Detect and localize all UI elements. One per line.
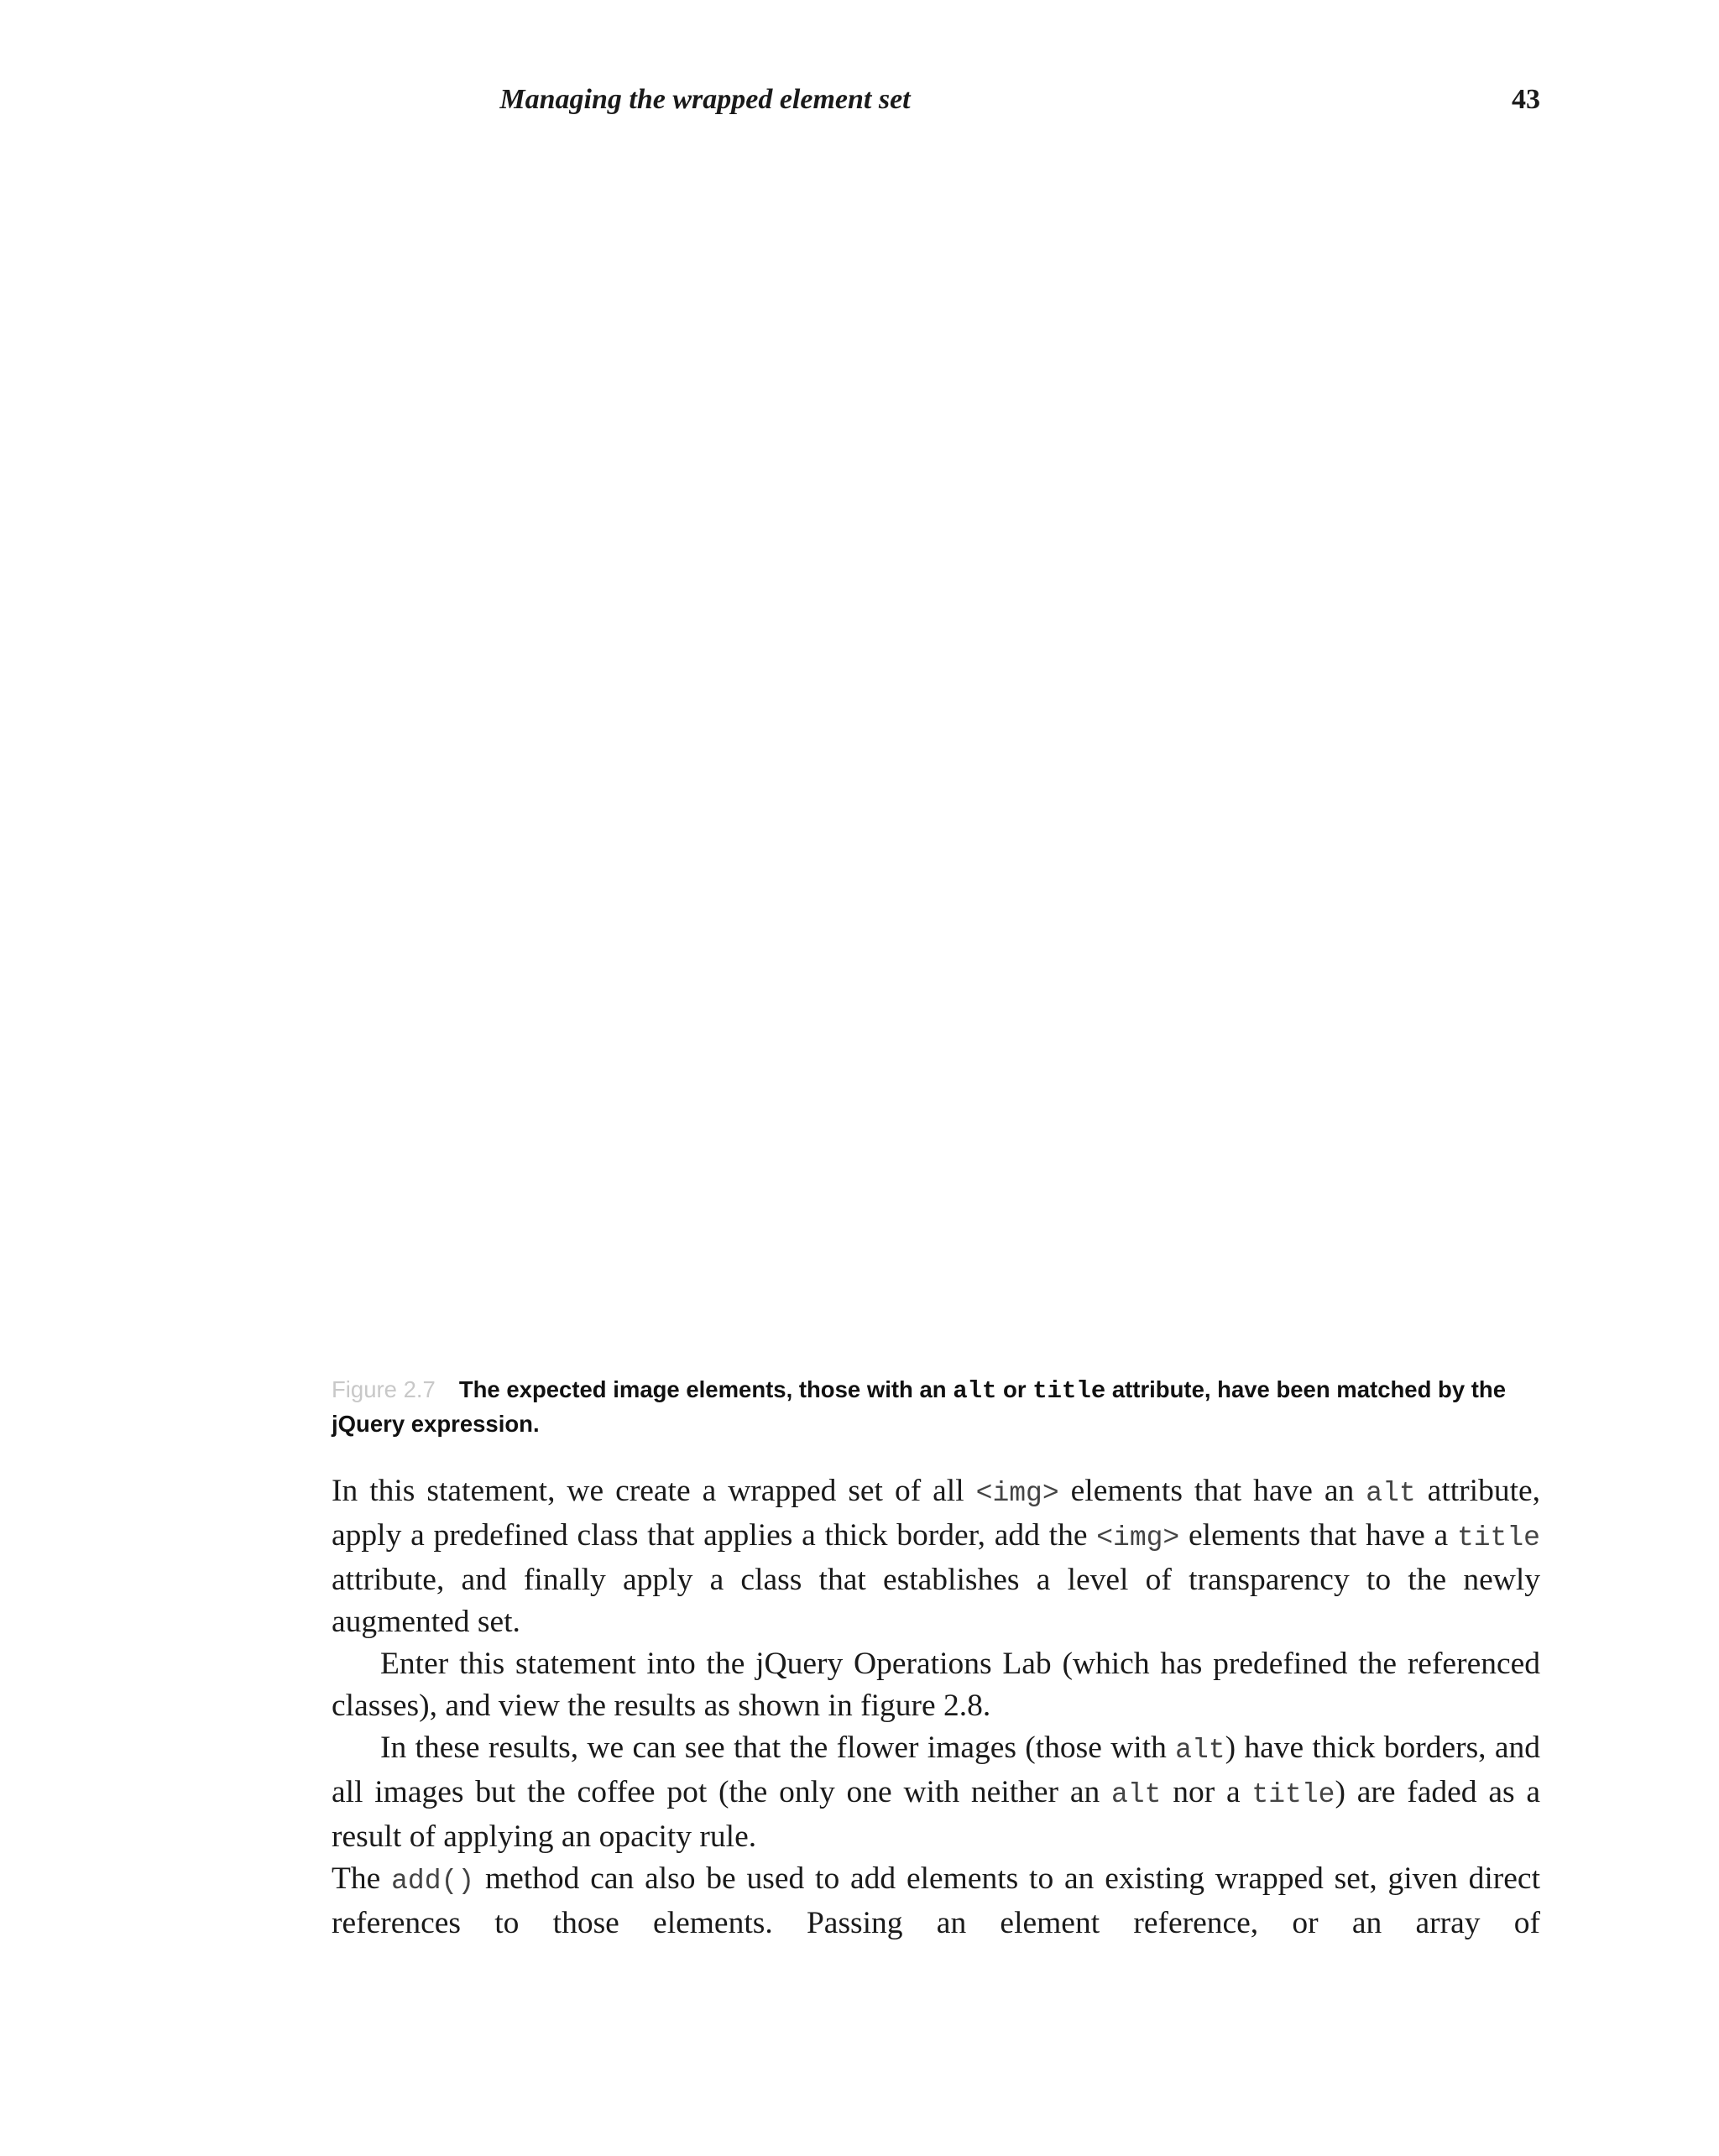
paragraph bbox=[332, 1858, 1540, 1945]
text-run: Enter this statement into the jQuery Operations Lab (which has predefined the referenced classes), and view the results as shown in figure 2.8. bbox=[332, 1647, 1540, 1723]
text-run: attribute, apply a predefined class that applies a thick border, add the bbox=[332, 1474, 1541, 1553]
text-run: ) have thick borders, and all images but the coffee pot (the only one with neither an bbox=[332, 1731, 1540, 1809]
inline-code: alt bbox=[1175, 1735, 1225, 1766]
figure-label: Figure 2.7 bbox=[332, 1376, 436, 1402]
text-run: method can also be used to add elements to an existing wrapped set, given direct references to those elements. Passing an element reference, or an array of bbox=[332, 1861, 1540, 1940]
body-text bbox=[332, 1470, 1540, 1945]
running-title: Managing the wrapped element set bbox=[499, 84, 911, 115]
caption-code: title bbox=[1032, 1377, 1106, 1405]
figure-placeholder bbox=[332, 143, 1540, 1351]
inline-code: alt bbox=[1111, 1779, 1162, 1810]
text-run: The bbox=[332, 1861, 392, 1896]
text-run: In these results, we can see that the flower images (those with bbox=[380, 1731, 1176, 1765]
inline-code: add() bbox=[391, 1866, 475, 1897]
text-run: attribute, and finally apply a class that establishes a level of transparency to the newly augmented set. bbox=[332, 1563, 1540, 1639]
caption-text: The expected image elements, those with an bbox=[458, 1376, 954, 1402]
inline-code: title bbox=[1456, 1522, 1540, 1553]
text-run: In this statement, we create a wrapped set of all bbox=[332, 1474, 976, 1508]
caption-text: attribute, have been matched by the jQuery expression. bbox=[332, 1376, 1506, 1437]
figure-caption bbox=[332, 1373, 1540, 1440]
inline-code: title bbox=[1251, 1779, 1335, 1810]
paragraph bbox=[332, 1643, 1540, 1727]
caption-code: alt bbox=[953, 1377, 997, 1405]
inline-code: <img> bbox=[1096, 1522, 1180, 1553]
caption-text: or bbox=[996, 1376, 1033, 1402]
paragraph bbox=[332, 1727, 1540, 1858]
running-head bbox=[332, 81, 1540, 123]
text-run: ) are faded as a result of applying an opacity rule. bbox=[332, 1775, 1540, 1854]
text-run: elements that have an bbox=[1058, 1474, 1366, 1508]
inline-code: alt bbox=[1366, 1478, 1416, 1509]
inline-code: <img> bbox=[975, 1478, 1059, 1509]
text-run: elements that have a bbox=[1179, 1518, 1457, 1553]
page-number: 43 bbox=[1512, 84, 1540, 115]
text-run: nor a bbox=[1161, 1775, 1252, 1809]
paragraph bbox=[332, 1470, 1540, 1643]
